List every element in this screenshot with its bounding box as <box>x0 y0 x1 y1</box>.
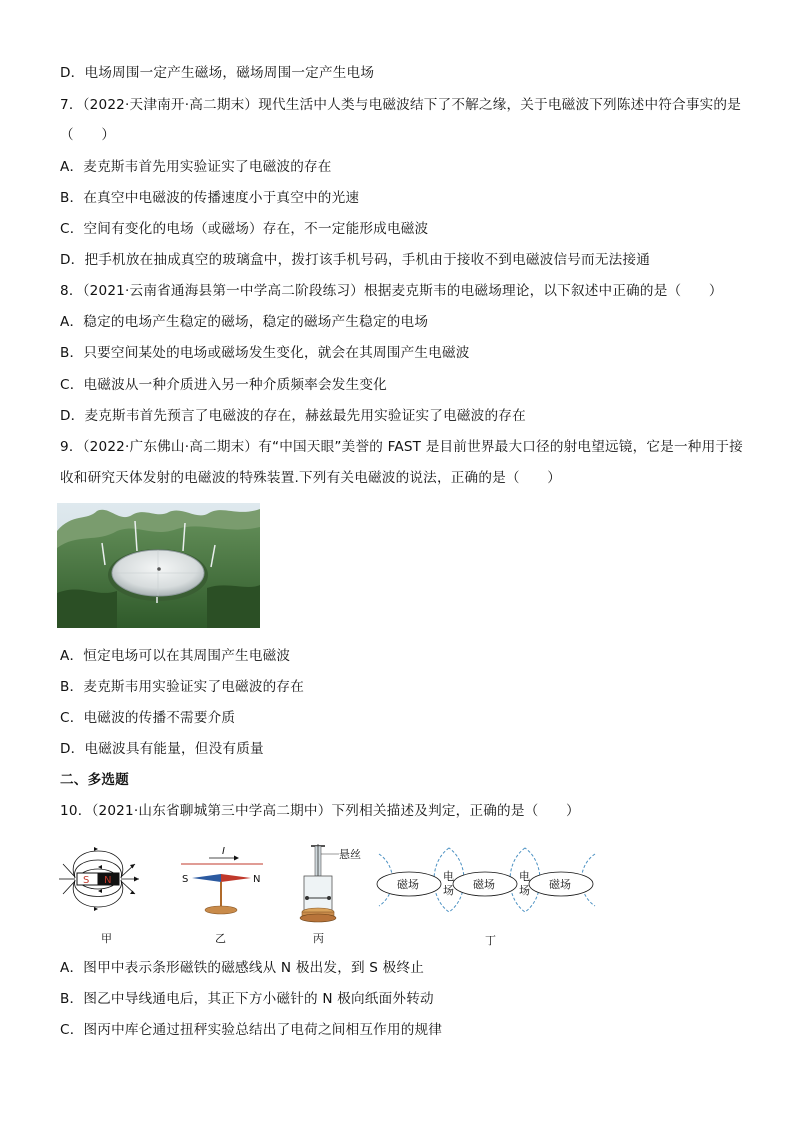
q8-option-d: D．麦克斯韦首先预言了电磁波的存在，赫兹最先用实验证实了电磁波的存在 <box>60 408 526 424</box>
q8-option-a: A．稳定的电场产生稳定的磁场，稳定的磁场产生稳定的电场 <box>60 314 429 330</box>
ding-mag-1: 磁场 <box>397 878 419 891</box>
figure-jia-bar-magnet <box>59 847 139 945</box>
q10-option-a: A．图甲中表示条形磁铁的磁感线从 N 极出发，到 S 极终止 <box>60 960 425 976</box>
yi-current-label: I <box>222 846 225 857</box>
caption-ding: 丁 <box>485 934 496 947</box>
q8-stem: 8．（2021·云南省通海县第一中学高二阶段练习）根据麦克斯韦的电磁场理论，以下叙述中正确的是（ ） <box>60 283 723 299</box>
q10-option-b: B．图乙中导线通电后，其正下方小磁针的 N 极向纸面外转动 <box>60 991 434 1007</box>
q9-stem: 9．（2022·广东佛山·高二期末）有“中国天眼”美誉的 FAST 是目前世界最大口径的射电望远镜，它是一种用于接 <box>60 439 743 455</box>
yi-pole-s: S <box>182 874 189 885</box>
q9-option-a: A．恒定电场可以在其周围产生电磁波 <box>60 648 291 664</box>
ding-elec-1a: 电 <box>443 870 454 883</box>
q10-figures <box>57 840 617 950</box>
jia-pole-n: N <box>104 875 112 886</box>
q7-bracket: （ ） <box>60 127 116 143</box>
yi-pole-n: N <box>253 874 261 885</box>
q7-option-a: A．麦克斯韦首先用实验证实了电磁波的存在 <box>60 159 332 175</box>
jia-pole-s: S <box>83 875 90 886</box>
ding-mag-2: 磁场 <box>473 878 495 891</box>
figure-ding-em-wave <box>377 848 595 947</box>
q8-option-c: C．电磁波从一种介质进入另一种介质频率会发生变化 <box>60 377 387 393</box>
q10-option-c: C．图丙中库仑通过扭秤实验总结出了电荷之间相互作用的规律 <box>60 1022 443 1038</box>
q9-option-d: D．电磁波具有能量，但没有质量 <box>60 741 264 757</box>
q7-stem: 7．（2022·天津南开·高二期末）现代生活中人类与电磁波结下了不解之缘，关于电磁波下列陈述中符合事实的是 <box>60 97 741 113</box>
q9-stem-cont: 收和研究天体发射的电磁波的特殊装置.下列有关电磁波的说法，正确的是（ ） <box>60 470 562 486</box>
bing-wire-label: 悬丝 <box>339 848 361 861</box>
ding-elec-1b: 场 <box>443 884 454 897</box>
q9-option-c: C．电磁波的传播不需要介质 <box>60 710 236 726</box>
fast-telescope-photo <box>57 503 260 628</box>
q8-option-b: B．只要空间某处的电场或磁场发生变化，就会在其周围产生电磁波 <box>60 345 470 361</box>
ding-mag-3: 磁场 <box>549 878 571 891</box>
q6-option-d: D．电场周围一定产生磁场，磁场周围一定产生电场 <box>60 65 375 81</box>
q7-option-c: C．空间有变化的电场（或磁场）存在，不一定能形成电磁波 <box>60 221 429 237</box>
ding-elec-2b: 场 <box>519 884 530 897</box>
caption-yi: 乙 <box>215 932 226 945</box>
q10-stem: 10．（2021·山东省聊城第三中学高二期中）下列相关描述及判定，正确的是（ ） <box>60 803 580 819</box>
figure-bing-torsion-balance <box>300 844 361 945</box>
figure-yi-wire-compass <box>181 846 263 945</box>
ding-elec-2a: 电 <box>519 870 530 883</box>
q7-option-d: D．把手机放在抽成真空的玻璃盒中，拨打该手机号码，手机由于接收不到电磁波信号而无法接通 <box>60 252 651 268</box>
caption-jia: 甲 <box>101 932 112 945</box>
q7-option-b: B．在真空中电磁波的传播速度小于真空中的光速 <box>60 190 360 206</box>
section-heading-multi-choice: 二、多选题 <box>60 772 129 788</box>
caption-bing: 丙 <box>313 932 324 945</box>
q9-option-b: B．麦克斯韦用实验证实了电磁波的存在 <box>60 679 305 695</box>
